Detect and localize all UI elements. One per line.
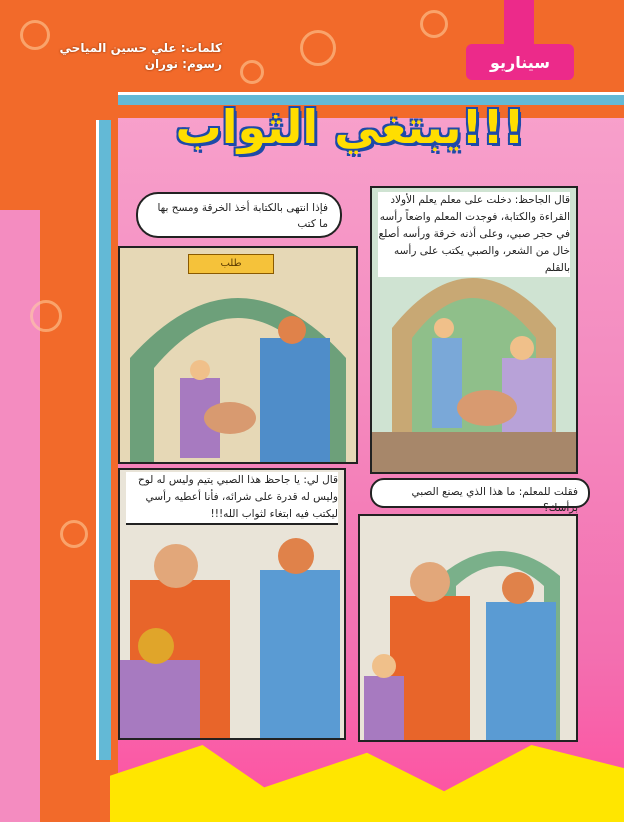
section-tab: سيناريو [466,44,574,80]
comic-panel-4 [118,468,346,740]
yellow-zigzag-decoration [110,745,624,822]
left-blue-stripe [96,120,111,760]
credits [42,40,222,72]
swirl-decoration [30,300,62,332]
swirl-decoration [300,30,336,66]
panel-3-illustration [360,516,576,740]
swirl-decoration [240,60,264,84]
panel-1-caption: قال الجاحظ: دخلت على معلم يعلم الأولاد القراءة والكتابة، فوجدت المعلم واضعاً رأسه في حجر صبي، وعلى أذنه خرقة ورأسه أصلع خال من الشعر، والصبي يكتب على رأسه بالقلم [378,192,570,277]
credits-words: كلمات: علي حسين المياحي [59,41,222,55]
comic-panel-1 [370,186,578,474]
comic-panel-2 [118,246,358,464]
panel-2-speech-bubble: فإذا انتهى بالكتابة أخذ الخرقة ومسح بها ما كتب [136,192,342,238]
swirl-decoration [60,520,88,548]
panel-3-speech-bubble: فقلت للمعلم: ما هذا الذي يصنع الصبي برأسك؟ [370,478,590,508]
left-pink-notch [0,210,40,822]
credits-drawings: رسوم: نوران [144,57,222,71]
panel-2-illustration [120,248,356,462]
section-tab-stem [504,0,534,48]
swirl-decoration [420,10,448,38]
page-title: يبتغي الثواب!!! [175,100,525,154]
panel-2-sign: طلب [188,254,274,274]
panel-4-speech-text: قال لي: يا جاحظ هذا الصبي يتيم وليس له لوح وليس له قدرة على شرائه، فأنا أعطيه رأسي ليكتب فيه ابتغاء لثواب الله!!! [126,472,338,525]
comic-panel-3 [358,514,578,742]
